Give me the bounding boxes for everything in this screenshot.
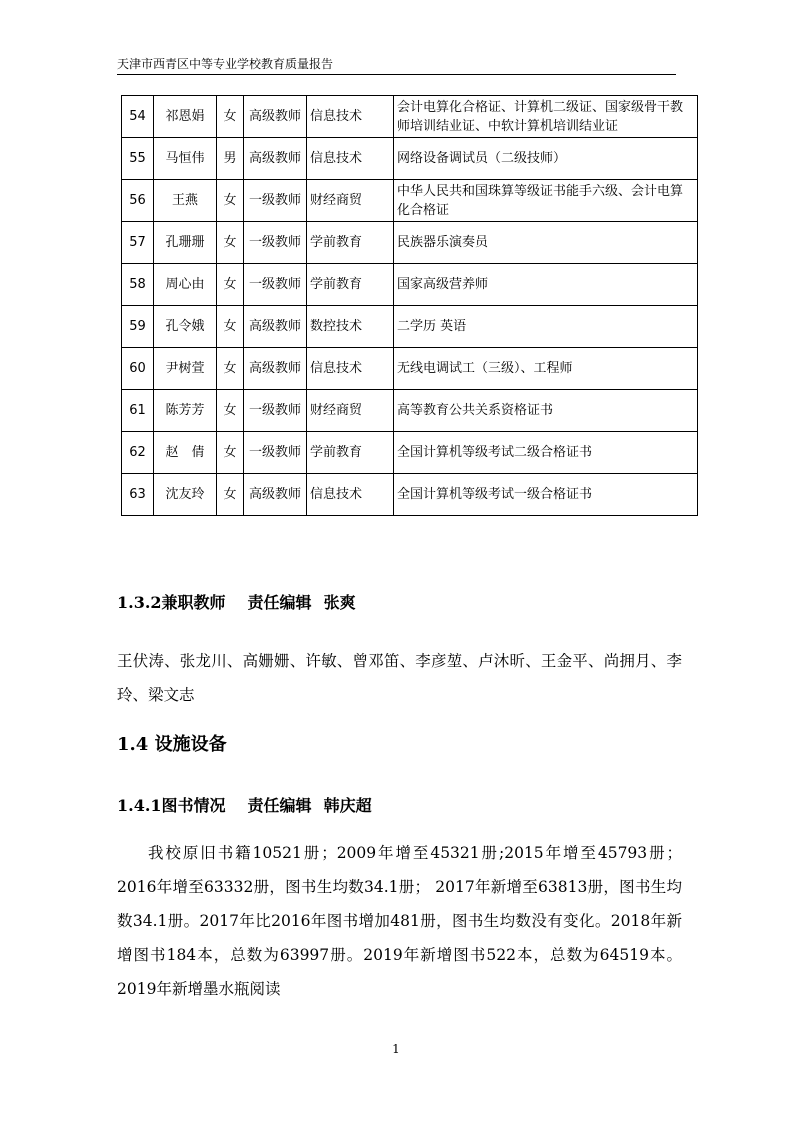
section-1-4-1-editor-label: 责任编辑 xyxy=(247,796,312,815)
section-1-4-heading: 1.4 设施设备 xyxy=(117,734,227,755)
cell-title: 高级教师 xyxy=(244,306,307,348)
page-header xyxy=(117,56,676,75)
cell-major: 学前教育 xyxy=(307,222,394,264)
cell-certs: 中华人民共和国珠算等级证书能手六级、会计电算化合格证 xyxy=(394,180,698,222)
cell-major: 信息技术 xyxy=(307,474,394,516)
cell-major: 财经商贸 xyxy=(307,390,394,432)
cell-major: 信息技术 xyxy=(307,138,394,180)
cell-major: 信息技术 xyxy=(307,96,394,138)
cell-title: 高级教师 xyxy=(244,474,307,516)
cell-sex: 女 xyxy=(217,474,244,516)
cell-name: 沈友玲 xyxy=(154,474,217,516)
cell-certs: 网络设备调试员（二级技师） xyxy=(394,138,698,180)
table-row xyxy=(122,432,698,474)
cell-certs: 无线电调试工（三级）、工程师 xyxy=(394,348,698,390)
cell-name: 孔令娥 xyxy=(154,306,217,348)
table-row xyxy=(122,306,698,348)
cell-title: 一级教师 xyxy=(244,222,307,264)
cell-certs: 国家高级营养师 xyxy=(394,264,698,306)
cell-sex: 女 xyxy=(217,96,244,138)
cell-title: 高级教师 xyxy=(244,348,307,390)
cell-no: 58 xyxy=(122,264,154,306)
cell-no: 56 xyxy=(122,180,154,222)
books-paragraph: 我校原旧书籍10521册；2009年增至45321册;2015年增至45793册； 2016年增至63332册，图书生均数34.1册； 2017年新增至63813册，图书生均数34.1册。2017年比2016年图书增加481册，图书生均数没有变化。2018年新增图书184本，总数为63997册。2019年新增图书522本，总数为64519本。2019年新增墨水瓶阅读 xyxy=(117,844,682,998)
section-1-3-2-heading xyxy=(117,590,356,613)
cell-name: 赵 倩 xyxy=(154,432,217,474)
cell-name: 马恒伟 xyxy=(154,138,217,180)
section-1-3-2-editor-label: 责任编辑 xyxy=(247,593,312,612)
cell-sex: 女 xyxy=(217,432,244,474)
cell-name: 王燕 xyxy=(154,180,217,222)
table-row xyxy=(122,222,698,264)
page-number: 1 xyxy=(392,1042,400,1056)
cell-no: 55 xyxy=(122,138,154,180)
cell-sex: 女 xyxy=(217,264,244,306)
cell-title: 一级教师 xyxy=(244,264,307,306)
table-row xyxy=(122,138,698,180)
cell-title: 高级教师 xyxy=(244,96,307,138)
cell-sex: 男 xyxy=(217,138,244,180)
cell-no: 57 xyxy=(122,222,154,264)
cell-certs: 民族器乐演奏员 xyxy=(394,222,698,264)
cell-no: 60 xyxy=(122,348,154,390)
cell-certs: 二学历 英语 xyxy=(394,306,698,348)
cell-major: 学前教育 xyxy=(307,432,394,474)
cell-sex: 女 xyxy=(217,306,244,348)
cell-no: 63 xyxy=(122,474,154,516)
cell-no: 59 xyxy=(122,306,154,348)
section-1-4-1-title: 1.4.1图书情况 xyxy=(117,796,226,815)
table-row xyxy=(122,390,698,432)
cell-name: 祁恩娟 xyxy=(154,96,217,138)
cell-certs: 全国计算机等级考试二级合格证书 xyxy=(394,432,698,474)
staff-table xyxy=(121,95,698,516)
table-row xyxy=(122,96,698,138)
parttime-teacher-names: 王伏涛、张龙川、高姗姗、许敏、曾邓笛、李彦堃、卢沐昕、王金平、尚拥月、李玲、梁文志 xyxy=(117,652,682,704)
cell-title: 一级教师 xyxy=(244,180,307,222)
cell-certs: 高等教育公共关系资格证书 xyxy=(394,390,698,432)
cell-sex: 女 xyxy=(217,390,244,432)
section-1-3-2-title: 1.3.2兼职教师 xyxy=(117,593,226,612)
section-1-4-1-heading xyxy=(117,793,372,816)
section-1-3-2-editor: 张爽 xyxy=(323,593,356,612)
cell-no: 54 xyxy=(122,96,154,138)
cell-sex: 女 xyxy=(217,180,244,222)
table-row xyxy=(122,180,698,222)
cell-no: 61 xyxy=(122,390,154,432)
staff-table-body xyxy=(122,96,698,516)
cell-name: 周心由 xyxy=(154,264,217,306)
cell-major: 数控技术 xyxy=(307,306,394,348)
table-row xyxy=(122,264,698,306)
cell-major: 信息技术 xyxy=(307,348,394,390)
header-title: 天津市西青区中等专业学校教育质量报告 xyxy=(117,57,334,71)
cell-name: 尹树萱 xyxy=(154,348,217,390)
cell-title: 一级教师 xyxy=(244,390,307,432)
cell-title: 高级教师 xyxy=(244,138,307,180)
cell-name: 陈芳芳 xyxy=(154,390,217,432)
cell-major: 财经商贸 xyxy=(307,180,394,222)
cell-sex: 女 xyxy=(217,222,244,264)
cell-major: 学前教育 xyxy=(307,264,394,306)
cell-no: 62 xyxy=(122,432,154,474)
table-row xyxy=(122,474,698,516)
cell-sex: 女 xyxy=(217,348,244,390)
cell-certs: 会计电算化合格证、计算机二级证、国家级骨干教师培训结业证、中软计算机培训结业证 xyxy=(394,96,698,138)
table-row xyxy=(122,348,698,390)
section-1-4-1-editor: 韩庆超 xyxy=(323,796,372,815)
cell-title: 一级教师 xyxy=(244,432,307,474)
cell-name: 孔珊珊 xyxy=(154,222,217,264)
cell-certs: 全国计算机等级考试一级合格证书 xyxy=(394,474,698,516)
